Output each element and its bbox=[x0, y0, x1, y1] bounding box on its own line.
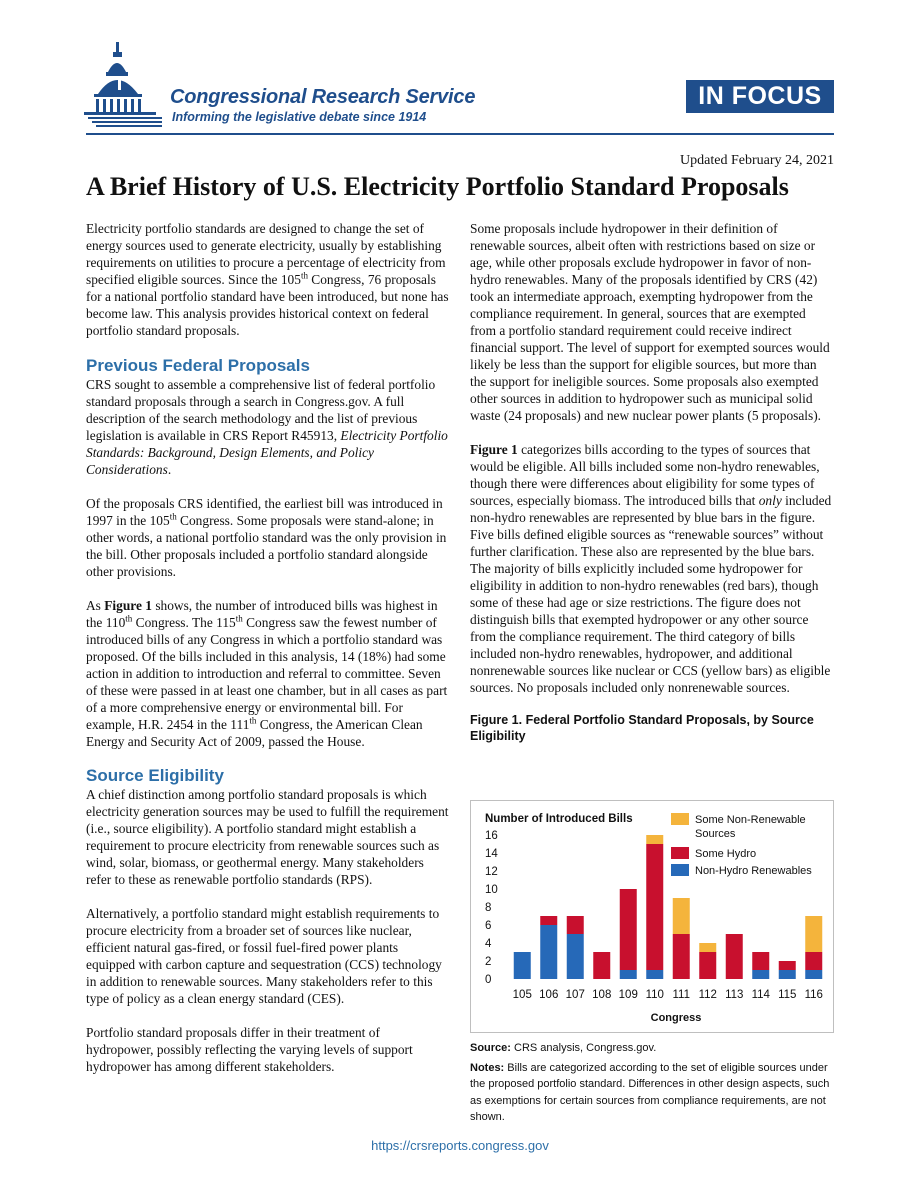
figure-chart bbox=[470, 800, 834, 1033]
x-tick-label: 113 bbox=[725, 989, 744, 1001]
paragraph: Of the proposals CRS identified, the earliest bill was introduced in 1997 in the 105th Congress. Some proposals were stand-alone; in other words, a national portfolio standard was the only provision in the bill. Other proposals included a portfolio standard alongside other provisions. bbox=[86, 496, 447, 579]
y-tick-label: 4 bbox=[485, 938, 492, 950]
y-tick-label: 14 bbox=[485, 848, 498, 860]
paragraph: CRS sought to assemble a comprehensive list of federal portfolio standard proposals through a search in Congress.gov. A full description of the search methodology and the list of previous legislation is available in CRS Report R45913, Electricity Portfolio Standards: Background, Design Elements, and Policy Considerations. bbox=[86, 377, 448, 477]
in-focus-badge: IN FOCUS bbox=[686, 80, 834, 113]
x-tick-label: 110 bbox=[645, 989, 664, 1001]
bar-segment bbox=[673, 898, 690, 934]
bar-segment bbox=[593, 952, 610, 979]
bar-segment bbox=[540, 916, 557, 925]
bar-segment bbox=[752, 970, 769, 979]
bar-segment bbox=[514, 952, 531, 979]
legend-label: Non-Hydro Renewables bbox=[695, 865, 812, 877]
bar-segment bbox=[805, 952, 822, 970]
x-tick-label: 105 bbox=[512, 989, 532, 1001]
x-tick-label: 112 bbox=[698, 989, 717, 1001]
legend-label: Some Non-Renewable bbox=[695, 814, 806, 826]
bar-segment bbox=[752, 952, 769, 970]
org-name: Congressional Research Service bbox=[170, 86, 476, 108]
capitol-dome-logo bbox=[84, 42, 164, 130]
paragraph: Some proposals include hydropower in their definition of renewable sources, albeit often with restrictions based on size or age, while other proposals exclude hydropower in favor of non-hydro renewables. Many of the proposals identified by CRS (42) took an intermediate approach, exempting hydropower from the compliance requirement. In general, sources that are exempted from a portfolio standard requirement could receive indirect financial support. The level of support for exempted sources would likely be less than the support for eligible sources, but more than the support for ineligible sources. Some proposals also exempted other sources in addition to hydropower such as municipal solid waste (24 proposals) and new nuclear power plants (5 proposals). bbox=[470, 221, 830, 423]
right-column bbox=[470, 220, 834, 744]
bar-segment bbox=[699, 943, 716, 952]
x-tick-label: 111 bbox=[672, 989, 690, 1001]
page-header bbox=[0, 0, 920, 140]
page-title: A Brief History of U.S. Electricity Portfolio Standard Proposals bbox=[86, 172, 789, 201]
y-tick-label: 6 bbox=[485, 920, 492, 932]
bar-segment bbox=[699, 952, 716, 979]
bar-segment bbox=[567, 916, 584, 934]
x-tick-label: 109 bbox=[618, 989, 638, 1001]
bar-segment bbox=[646, 835, 663, 844]
x-tick-label: 107 bbox=[565, 989, 585, 1001]
legend-swatch bbox=[671, 813, 689, 825]
figure-notes-text: Notes: Bills are categorized according to the set of eligible sources under the proposed portfolio standard. Differences in other design aspects, such as exemptions for certain sources from compliance requirements, are not shown. bbox=[470, 1061, 830, 1123]
legend-swatch bbox=[671, 864, 689, 876]
paragraph: A chief distinction among portfolio standard proposals is which electricity generation sources may be used to fulfill the requirement (i.e., source eligibility). A portfolio standard might establish a requirement to procure electricity from renewable sources such as wind, solar, biomass, or geothermal energy. Many stakeholders refer to these as renewable portfolio standards (RPS). bbox=[86, 787, 449, 887]
bar-segment bbox=[779, 970, 796, 979]
y-tick-label: 16 bbox=[485, 830, 498, 842]
bar-segment bbox=[540, 925, 557, 979]
legend-label: Sources bbox=[695, 828, 736, 840]
bar-segment bbox=[805, 970, 822, 979]
intro-paragraph: Electricity portfolio standards are designed to change the set of energy sources used to generate electricity, usually by establishing requirements on utilities to procure a percentage of electricity from specified eligible sources. Since the 105th Congress, 76 proposals for a national portfolio standard have been introduced, but none has become law. This analysis provides historical context on federal portfolio standard proposals. bbox=[86, 221, 449, 338]
updated-date: Updated February 24, 2021 bbox=[680, 153, 834, 168]
bar-segment bbox=[805, 916, 822, 952]
legend-label: Some Hydro bbox=[695, 848, 757, 860]
chart-title: Number of Introduced Bills bbox=[485, 813, 633, 825]
bar-segment bbox=[726, 934, 743, 979]
bar-segment bbox=[646, 844, 663, 970]
y-tick-label: 2 bbox=[485, 956, 492, 968]
y-tick-label: 8 bbox=[485, 902, 492, 914]
figure-source: Source: CRS analysis, Congress.gov. bbox=[470, 1042, 657, 1054]
figure-notes bbox=[470, 1040, 834, 1129]
bar-segment bbox=[620, 970, 637, 979]
x-tick-label: 116 bbox=[804, 989, 823, 1001]
paragraph: Portfolio standard proposals differ in their treatment of hydropower, possibly reflecting the varying levels of support hydropower has among different stakeholders. bbox=[86, 1025, 413, 1074]
org-tagline: Informing the legislative debate since 1914 bbox=[172, 110, 427, 124]
section-heading-previous-proposals: Previous Federal Proposals bbox=[86, 356, 310, 375]
y-tick-label: 0 bbox=[485, 974, 492, 986]
y-tick-label: 10 bbox=[485, 884, 498, 896]
bar-segment bbox=[567, 934, 584, 979]
x-axis-label: Congress bbox=[650, 1012, 702, 1024]
figure-title: Figure 1. Federal Portfolio Standard Proposals, by Source Eligibility bbox=[470, 713, 814, 743]
header-divider bbox=[86, 133, 834, 135]
section-heading-source-eligibility: Source Eligibility bbox=[86, 766, 224, 785]
footer-link[interactable]: https://crsreports.congress.gov bbox=[371, 1138, 549, 1153]
x-tick-label: 108 bbox=[592, 989, 612, 1001]
left-column bbox=[86, 220, 450, 1092]
bar-segment bbox=[673, 934, 690, 979]
x-tick-label: 115 bbox=[778, 989, 797, 1001]
bar-segment bbox=[646, 970, 663, 979]
bar-chart bbox=[471, 801, 835, 1034]
paragraph: Alternatively, a portfolio standard might establish requirements to procure electricity from a broader set of sources like nuclear, efficient natural gas-fired, or fossil fuel-fired power plants equipped with carbon capture and sequestration (CCS) technology in addition to renewable sources. Many stakeholders refer to this type of policy as a clean energy standard (CES). bbox=[86, 906, 442, 1006]
paragraph: As Figure 1 shows, the number of introduced bills was highest in the 110th Congress. The 115th Congress saw the fewest number of introduced bills of any Congress in which a portfolio standard was proposed. Of the bills included in this analysis, 14 (18%) had some action in addition to introduction and referral to committee. Seven of these were passed in at least one chamber, but in all cases as part of a more comprehensive energy or environmental bill. For example, H.R. 2454 in the 111th Congress, the American Clean Energy and Security Act of 2009, passed the House. bbox=[86, 598, 448, 749]
x-tick-label: 106 bbox=[539, 989, 559, 1001]
paragraph: Figure 1 categorizes bills according to the types of sources that would be eligible. All bills included some non-hydro renewables, though there were differences about eligibility for some types of sources, especially biomass. The introduced bills that only included non-hydro renewables are represented by blue bars in the figure. Five bills defined eligible sources as “renewable sources” without further clarification. These also are represented by the blue bars. The majority of bills explicitly included some hydropower for eligibility in addition to non-hydro renewables (red bars), though some of these had age or size restrictions. The figure does not distinguish bills that exempted hydropower or any other source from the compliance requirement. The third category of bills included non-hydro renewables, hydropower, and additional nonrenewable sources like nuclear or CCS (yellow bars) as eligible sources. No proposals included only nonrenewable sources. bbox=[470, 442, 832, 695]
bar-segment bbox=[620, 889, 637, 970]
y-tick-label: 12 bbox=[485, 866, 498, 878]
bar-segment bbox=[779, 961, 796, 970]
legend-swatch bbox=[671, 847, 689, 859]
x-tick-label: 114 bbox=[751, 989, 770, 1001]
